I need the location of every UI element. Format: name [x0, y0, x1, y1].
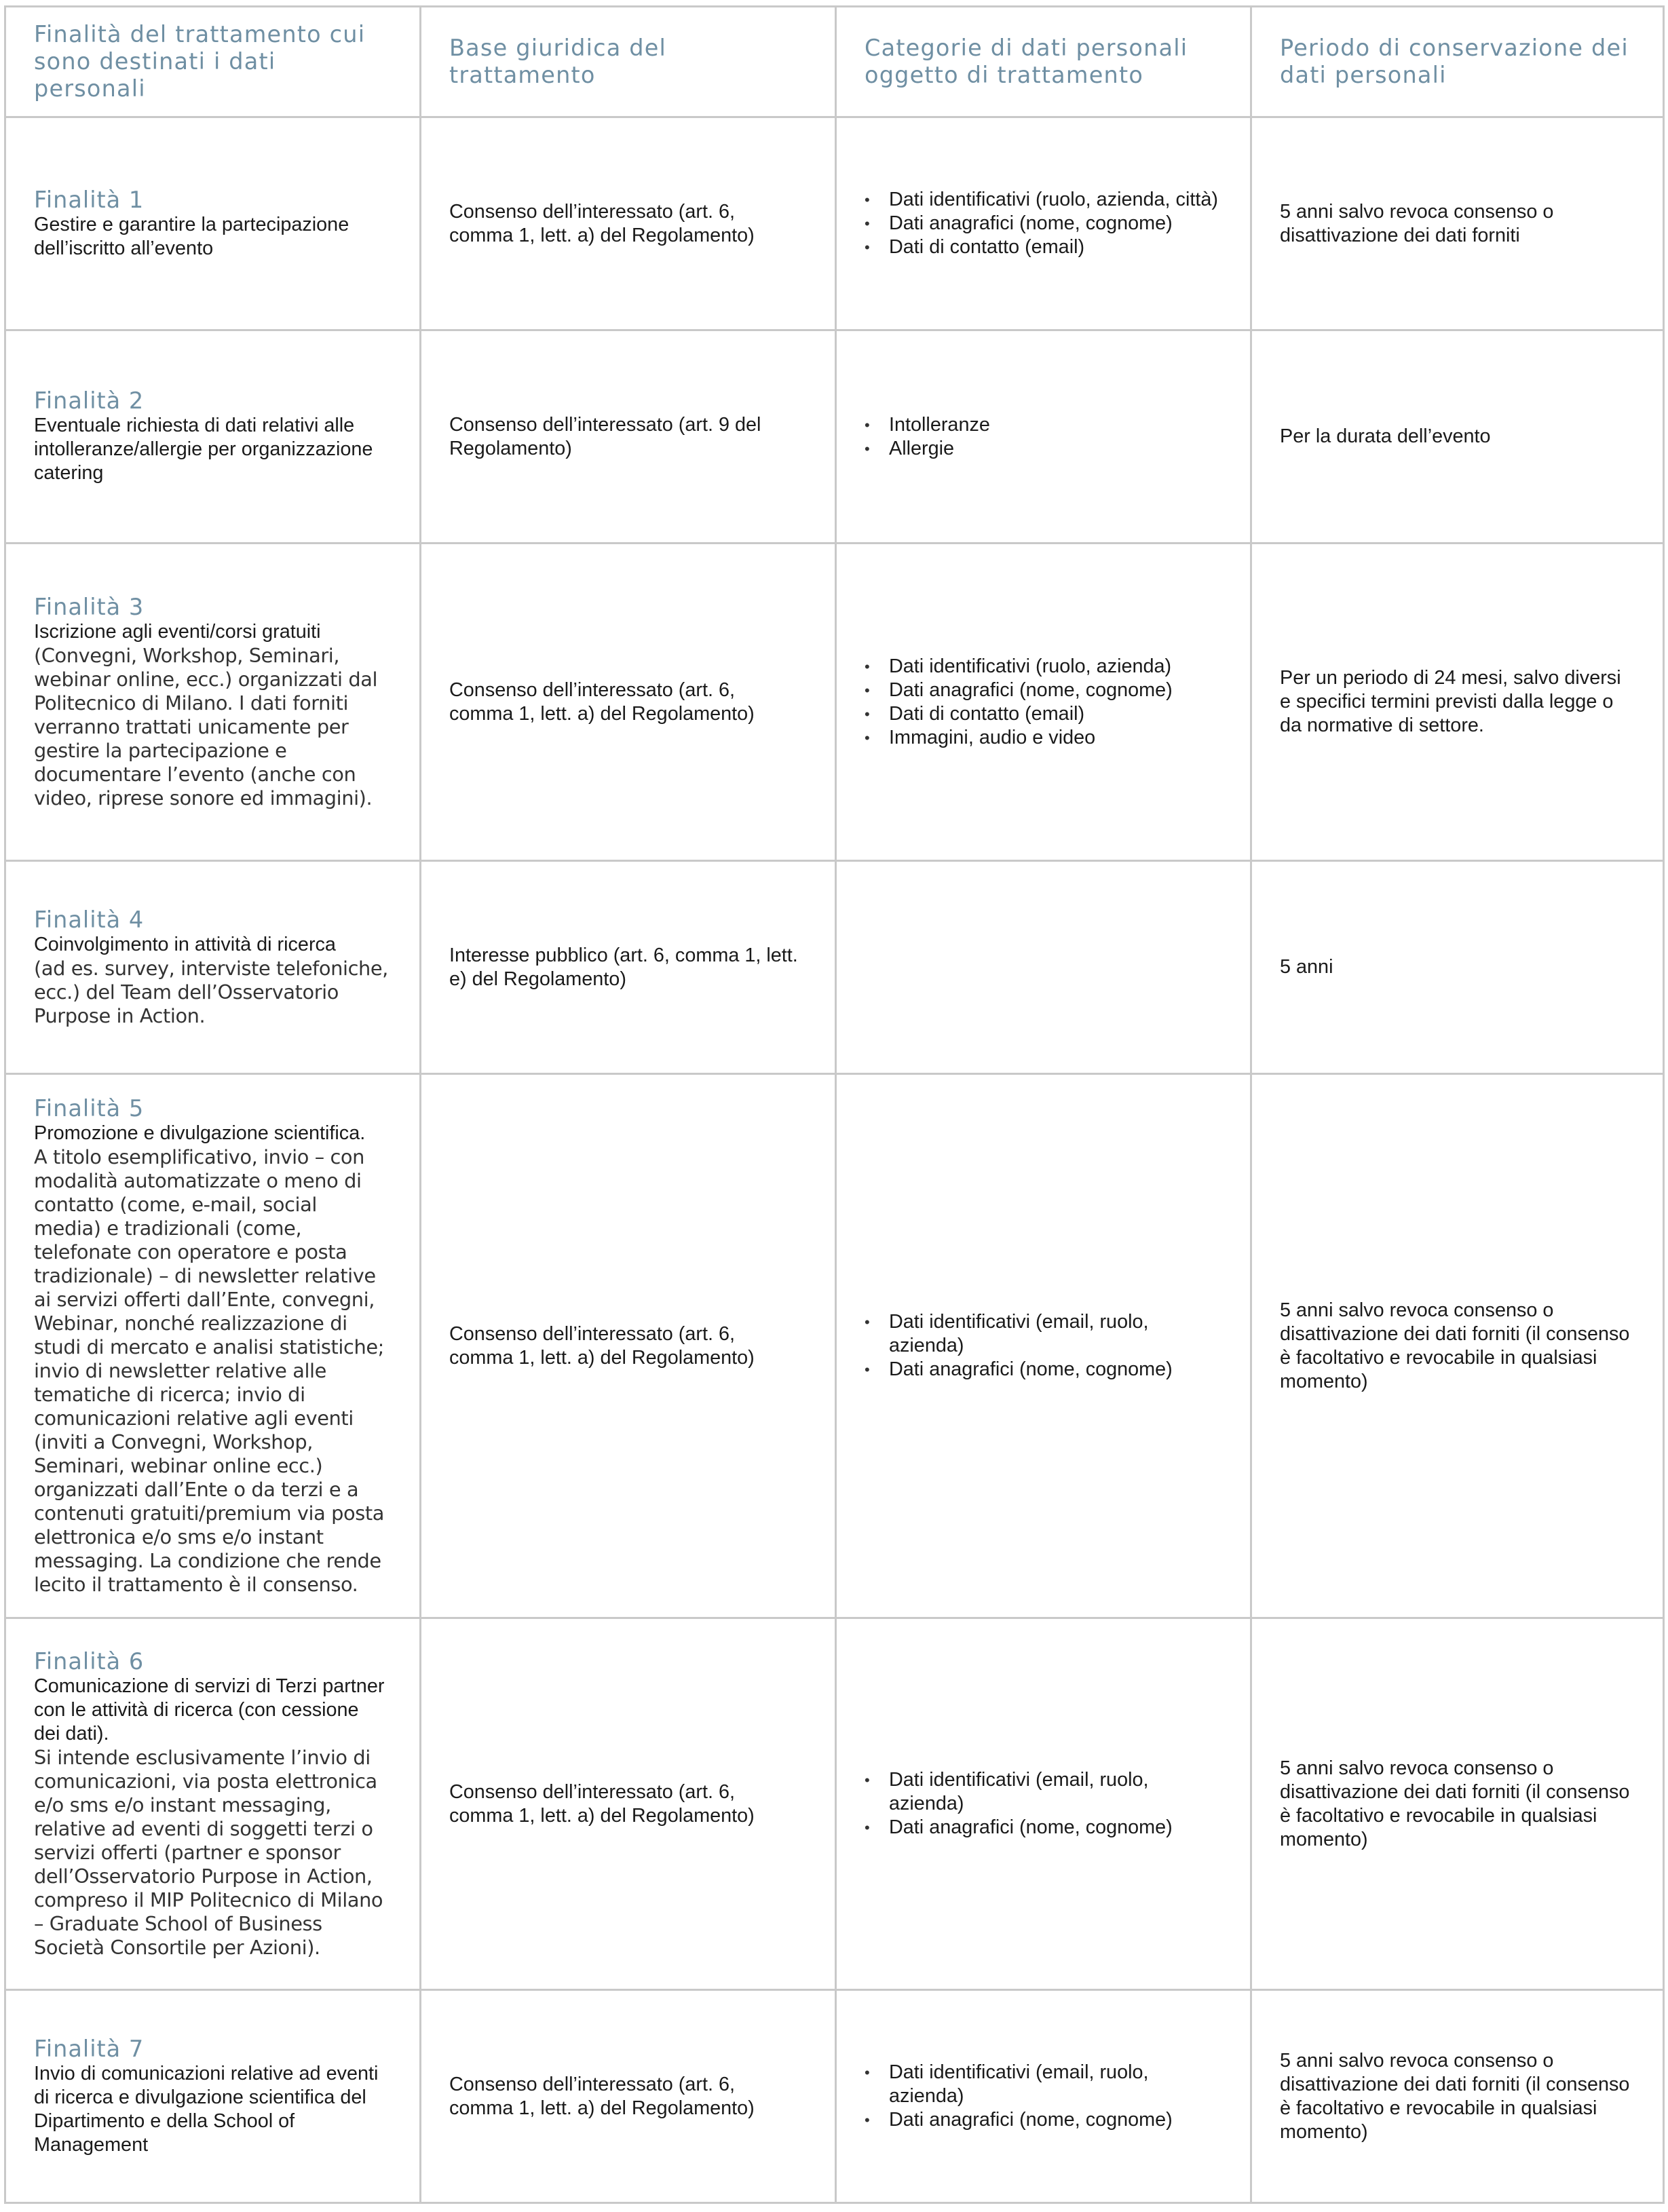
category-item: • Dati anagrafici (nome, cognome) [865, 212, 1219, 235]
purpose-cell [5, 1074, 421, 1618]
table-row [5, 117, 1664, 330]
categories-cell [836, 1618, 1251, 1990]
categories-list [865, 1310, 1219, 1381]
categories-cell [836, 1990, 1251, 2203]
purpose-cell [5, 544, 421, 861]
category-item: • Dati identificativi (email, ruolo, azienda) [865, 1310, 1219, 1358]
purpose-title: Finalità 1 [34, 186, 145, 213]
table-row [5, 1990, 1664, 2203]
purpose-title: Finalità 6 [34, 1647, 145, 1675]
category-item: • Dati identificativi (email, ruolo, azienda) [865, 1768, 1219, 1816]
header-legal-basis: Base giuridica del trattamento [421, 7, 836, 117]
privacy-table [4, 5, 1665, 2204]
header-row [5, 7, 1664, 117]
purpose-cell [5, 861, 421, 1074]
category-item: • Dati identificativi (ruolo, azienda, città) [865, 188, 1219, 212]
category-item: • Dati anagrafici (nome, cognome) [865, 1358, 1219, 1381]
retention-cell: 5 anni salvo revoca consenso o disattivazione dei dati forniti [1251, 117, 1664, 330]
categories-list [865, 2061, 1219, 2132]
purpose-title: Finalità 3 [34, 593, 145, 620]
purpose-summary: Eventuale richiesta di dati relativi alle intolleranze/allergie per organizzazione catering [34, 415, 373, 484]
legal-basis-cell: Consenso dell’interessato (art. 6, comma 1, lett. a) del Regolamento) [421, 117, 836, 330]
category-item: • Immagini, audio e video [865, 726, 1219, 750]
purpose-details: A titolo esemplificativo, invio – con modalità automatizzate o meno di contatto (come, e-mail, social media) e tradizionali (come, telefonate con operatore e posta tradizionale) – di newsletter relative ai servizi offerti dall’Ente, convegni, Webinar, nonché realizzazione di studi di mercato e analisi statistiche; invio di newsletter relative alle tematiche di ricerca; invio di comunicazioni relative agli eventi (inviti a Convegni, Workshop, Seminari, webinar online ecc.) organizzati dall’Ente o da terzi e a contenuti gratuiti/premium via posta elettronica e/o sms e/o instant messaging. La condizione che rende lecito il trattamento è il consenso. [34, 1145, 384, 1596]
purpose-title: Finalità 2 [34, 387, 145, 414]
purpose-title: Finalità 4 [34, 906, 145, 933]
retention-cell: Per un periodo di 24 mesi, salvo diversi e specifici termini previsti dalla legge o da normative di settore. [1251, 544, 1664, 861]
purpose-summary: Comunicazione di servizi di Terzi partner con le attività di ricerca (con cessione dei dati). [34, 1675, 385, 1744]
purpose-cell [5, 1990, 421, 2203]
retention-cell: 5 anni salvo revoca consenso o disattivazione dei dati forniti (il consenso è facoltativo e revocabile in qualsiasi momento) [1251, 1990, 1664, 2203]
header-purpose: Finalità del trattamento cui sono destinati i dati personali [5, 7, 421, 117]
categories-list [865, 188, 1219, 259]
retention-cell: 5 anni salvo revoca consenso o disattivazione dei dati forniti (il consenso è facoltativo e revocabile in qualsiasi momento) [1251, 1074, 1664, 1618]
purpose-summary: Iscrizione agli eventi/corsi gratuiti [34, 620, 321, 643]
categories-cell [836, 330, 1251, 544]
legal-basis-cell: Consenso dell’interessato (art. 6, comma 1, lett. a) del Regolamento) [421, 1074, 836, 1618]
purpose-details: (ad es. survey, interviste telefoniche, ecc.) del Team dell’Osservatorio Purpose in Action. [34, 956, 388, 1027]
purpose-summary: Gestire e garantire la partecipazione dell’iscritto all’evento [34, 213, 349, 259]
table-row [5, 330, 1664, 544]
categories-cell [836, 1074, 1251, 1618]
category-item: • Dati identificativi (email, ruolo, azienda) [865, 2061, 1219, 2108]
purpose-cell [5, 1618, 421, 1990]
purpose-summary: Coinvolgimento in attività di ricerca [34, 933, 336, 955]
header-categories: Categorie di dati personali oggetto di trattamento [836, 7, 1251, 117]
retention-cell: 5 anni [1251, 861, 1664, 1074]
categories-cell [836, 544, 1251, 861]
category-item: • Dati anagrafici (nome, cognome) [865, 1816, 1219, 1839]
categories-list [865, 655, 1219, 750]
categories-cell [836, 117, 1251, 330]
category-item: • Dati anagrafici (nome, cognome) [865, 2108, 1219, 2132]
table-row [5, 861, 1664, 1074]
table-row [5, 1074, 1664, 1618]
table-row [5, 544, 1664, 861]
retention-cell: Per la durata dell’evento [1251, 330, 1664, 544]
purpose-summary: Promozione e divulgazione scientifica. [34, 1122, 366, 1144]
category-item: • Intolleranze [865, 413, 1219, 437]
category-item: • Allergie [865, 437, 1219, 461]
categories-list [865, 1768, 1219, 1839]
categories-list [865, 413, 1219, 461]
header-retention: Periodo di conservazione dei dati personali [1251, 7, 1664, 117]
legal-basis-cell: Consenso dell’interessato (art. 6, comma 1, lett. a) del Regolamento) [421, 544, 836, 861]
legal-basis-cell: Interesse pubblico (art. 6, comma 1, lett. e) del Regolamento) [421, 861, 836, 1074]
purpose-summary: Invio di comunicazioni relative ad eventi di ricerca e divulgazione scientifica del Dipartimento e della School of Management [34, 2062, 379, 2156]
category-item: • Dati anagrafici (nome, cognome) [865, 679, 1219, 702]
category-item: • Dati di contatto (email) [865, 235, 1219, 259]
category-item: • Dati identificativi (ruolo, azienda) [865, 655, 1219, 679]
purpose-title: Finalità 5 [34, 1094, 145, 1122]
category-item: • Dati di contatto (email) [865, 702, 1219, 726]
retention-cell: 5 anni salvo revoca consenso o disattivazione dei dati forniti (il consenso è facoltativo e revocabile in qualsiasi momento) [1251, 1618, 1664, 1990]
legal-basis-cell: Consenso dell’interessato (art. 9 del Regolamento) [421, 330, 836, 544]
purpose-details: Si intende esclusivamente l’invio di comunicazioni, via posta elettronica e/o sms e/o instant messaging, relative ad eventi di soggetti terzi o servizi offerti (partner e sponsor dell’Osservatorio Purpose in Action, compreso il MIP Politecnico di Milano – Graduate School of Business Società Consortile per Azioni). [34, 1745, 383, 1959]
purpose-title: Finalità 7 [34, 2035, 145, 2062]
purpose-details: (Convegni, Workshop, Seminari, webinar online, ecc.) organizzati dal Politecnico di Milano. I dati forniti verranno trattati unicamente per gestire la partecipazione e documentare l’evento (anche con video, riprese sonore ed immagini). [34, 643, 378, 809]
legal-basis-cell: Consenso dell’interessato (art. 6, comma 1, lett. a) del Regolamento) [421, 1618, 836, 1990]
purpose-cell [5, 330, 421, 544]
table-row [5, 1618, 1664, 1990]
categories-cell [836, 861, 1251, 1074]
purpose-cell [5, 117, 421, 330]
legal-basis-cell: Consenso dell’interessato (art. 6, comma 1, lett. a) del Regolamento) [421, 1990, 836, 2203]
